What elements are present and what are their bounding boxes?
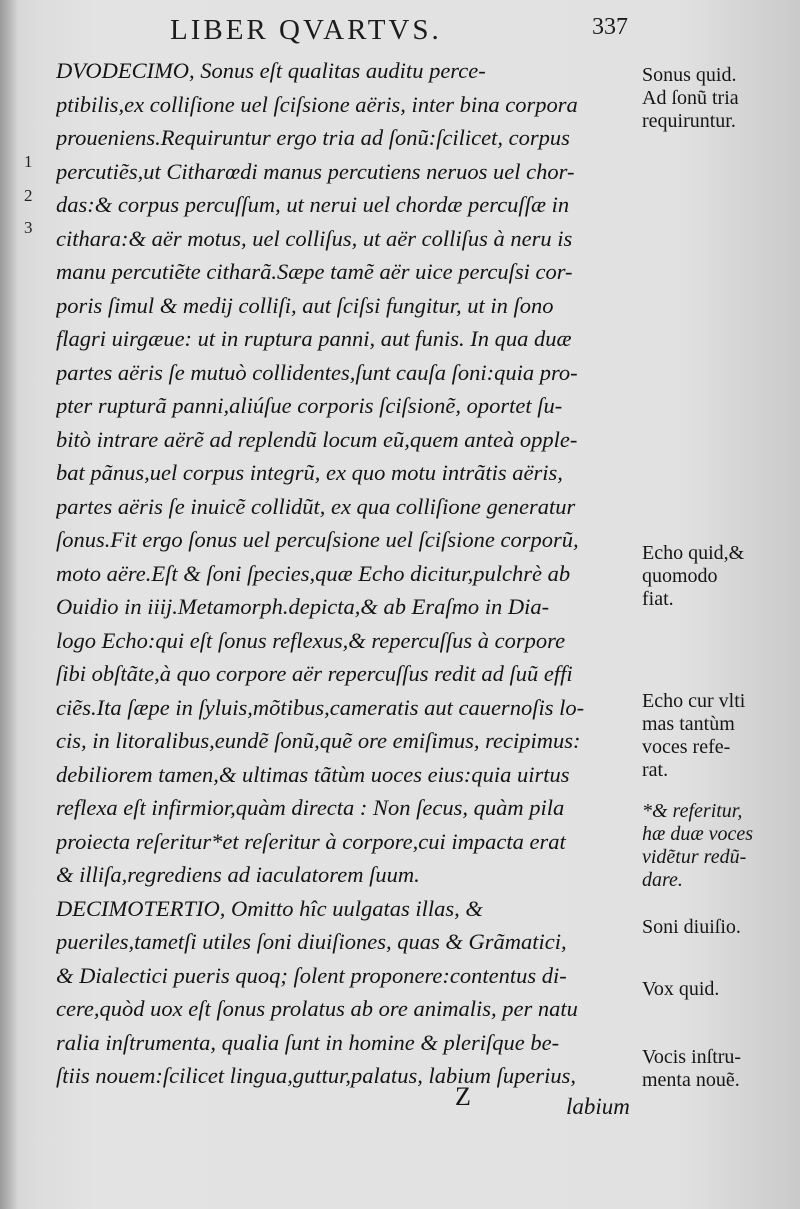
marginal-note-line: mas tantùm [642,713,735,735]
text-line: das:& corpus percuſſum, ut nerui uel chordæ percuſſæ in [56,192,570,217]
text-line: bitò intrare aërẽ ad replendũ locum eũ,quem anteà opple- [56,426,578,452]
text-line: & Dialectici pueris quoq; ſolent proponere:contentus di- [56,962,567,988]
text-line: partes aëris ſe mutuò collidentes,ſunt cauſa ſoni:quia pro- [56,359,578,385]
text-line: cere,quòd uox eſt ſonus prolatus ab ore animalis, per natu [56,996,578,1021]
marginal-note-line: menta nouẽ. [642,1069,740,1091]
marginal-note-line: Vox quid. [642,978,720,1000]
text-line: & illiſa,regrediens ad iaculatorem ſuum. [56,862,420,887]
text-line: Ouidio in iiij.Metamorph.depicta,& ab Eraſmo in Dia- [56,594,550,619]
marginal-note-line: hæ duæ voces [642,823,754,845]
text-line: flagri uirgæue: ut in ruptura panni, aut funis. In qua duæ [56,326,572,351]
marginal-note-echo [642,542,794,611]
text-line: moto aëre.Eſt & ſoni ſpecies,quæ Echo dicitur,pulchrè ab [56,560,571,586]
text-line: percutiẽs,ut Citharœdi manus percutiens neruos uel chor- [56,158,575,184]
marginal-note-line: rat. [642,759,669,781]
marginal-note-vocis [642,1046,794,1092]
text-line: poris ſimul & medij colliſi, aut ſciſsi fungitur, ut in ſono [56,292,554,318]
marginal-note-line: quomodo [642,565,718,587]
marginal-note-line: voces refe- [642,736,731,758]
body-text [56,54,640,1093]
text-line: proiecta reſeritur*et reſeritur à corpore,cui impacta erat [56,828,566,854]
text-line: ſtiis nouem:ſcilicet lingua,guttur,palatus, labium ſuperius, [56,1063,576,1088]
gutter-shadow [0,0,18,1209]
text-line: manu percutiẽte citharã.Sæpe tamẽ aër uice percuſsi cor- [56,259,573,284]
marginal-note-line: Ad ſonũ tria [642,87,739,109]
text-line: proueniens.Requiruntur ergo tria ad ſonũ:ſcilicet, corpus [56,125,570,150]
text-line: bat pãnus,uel corpus integrũ, ex quo motu intrãtis aëris, [56,460,563,485]
signature-mark: Z [455,1082,471,1111]
running-head: LIBER QVARTVS. [170,14,442,46]
marginal-note-line: Soni diuiſio. [642,916,741,938]
margin-number-3: 3 [24,218,33,237]
text-line: debiliorem tamen,& ultimas tãtùm uoces eius:quia uirtus [56,761,570,787]
marginal-note-soni-diuisio [642,916,794,939]
marginal-note-line: dare. [642,869,683,891]
text-line: cithara:& aër motus, uel colliſus, ut aër colliſus à neru is [56,225,573,251]
catchword: labium [566,1094,630,1119]
marginal-note-line: Vocis inſtru- [642,1046,742,1068]
marginal-note-line: vidẽtur redũ- [642,846,747,868]
marginal-note-echo-cur [642,690,794,782]
text-line: pter rupturã panni,aliúſue corporis ſciſsionẽ, oportet ſu- [56,393,563,418]
text-line: logo Echo:qui eſt ſonus reflexus,& repercuſſus à corpore [56,627,566,653]
text-line: ptibilis,ex colliſione uel ſciſsione aëris, inter bina corpora [56,91,578,117]
text-line: ralia inſtrumenta, qualia ſunt in homine & pleriſque be- [56,1029,560,1055]
text-line: DECIMOTERTIO, Omitto hîc uulgatas illas, & [56,895,483,921]
marginal-note-line: Echo quid,& [642,542,745,564]
marginal-note-line: Echo cur vlti [642,690,746,712]
text-line: ſonus.Fit ergo ſonus uel percuſsione uel ſciſsione corporũ, [56,527,579,552]
marginal-note-sonus [642,64,794,133]
margin-number-2: 2 [24,186,33,205]
marginal-note-line: Sonus quid. [642,64,737,86]
marginal-note-line: fiat. [642,588,674,610]
text-line: cis, in litoralibus,eundẽ ſonũ,quẽ ore emiſimus, recipimus: [56,728,581,753]
marginal-note-line: *& referitur, [642,800,743,822]
text-line: reflexa eſt infirmior,quàm directa : Non ſecus, quàm pila [56,795,565,820]
text-line: DVODECIMO, Sonus eſt qualitas auditu perce- [56,58,486,83]
marginal-note-correction [642,800,794,892]
page-number: 337 [592,14,628,40]
text-line: pueriles,tametſi utiles ſoni diuiſiones, quas & Grãmatici, [56,929,567,954]
marginal-note-vox [642,978,794,1001]
marginal-note-line: requiruntur. [642,110,736,132]
margin-number-1: 1 [24,152,33,171]
text-line: ciẽs.Ita ſæpe in ſyluis,mõtibus,cameratis aut cauernoſis lo- [56,694,585,720]
text-line: partes aëris ſe inuicẽ collidũt, ex qua colliſione generatur [56,493,576,519]
text-line: ſibi obſtãte,à quo corpore aër repercuſſus redit ad ſuũ effi [56,661,573,686]
show-through-1 [660,262,780,284]
